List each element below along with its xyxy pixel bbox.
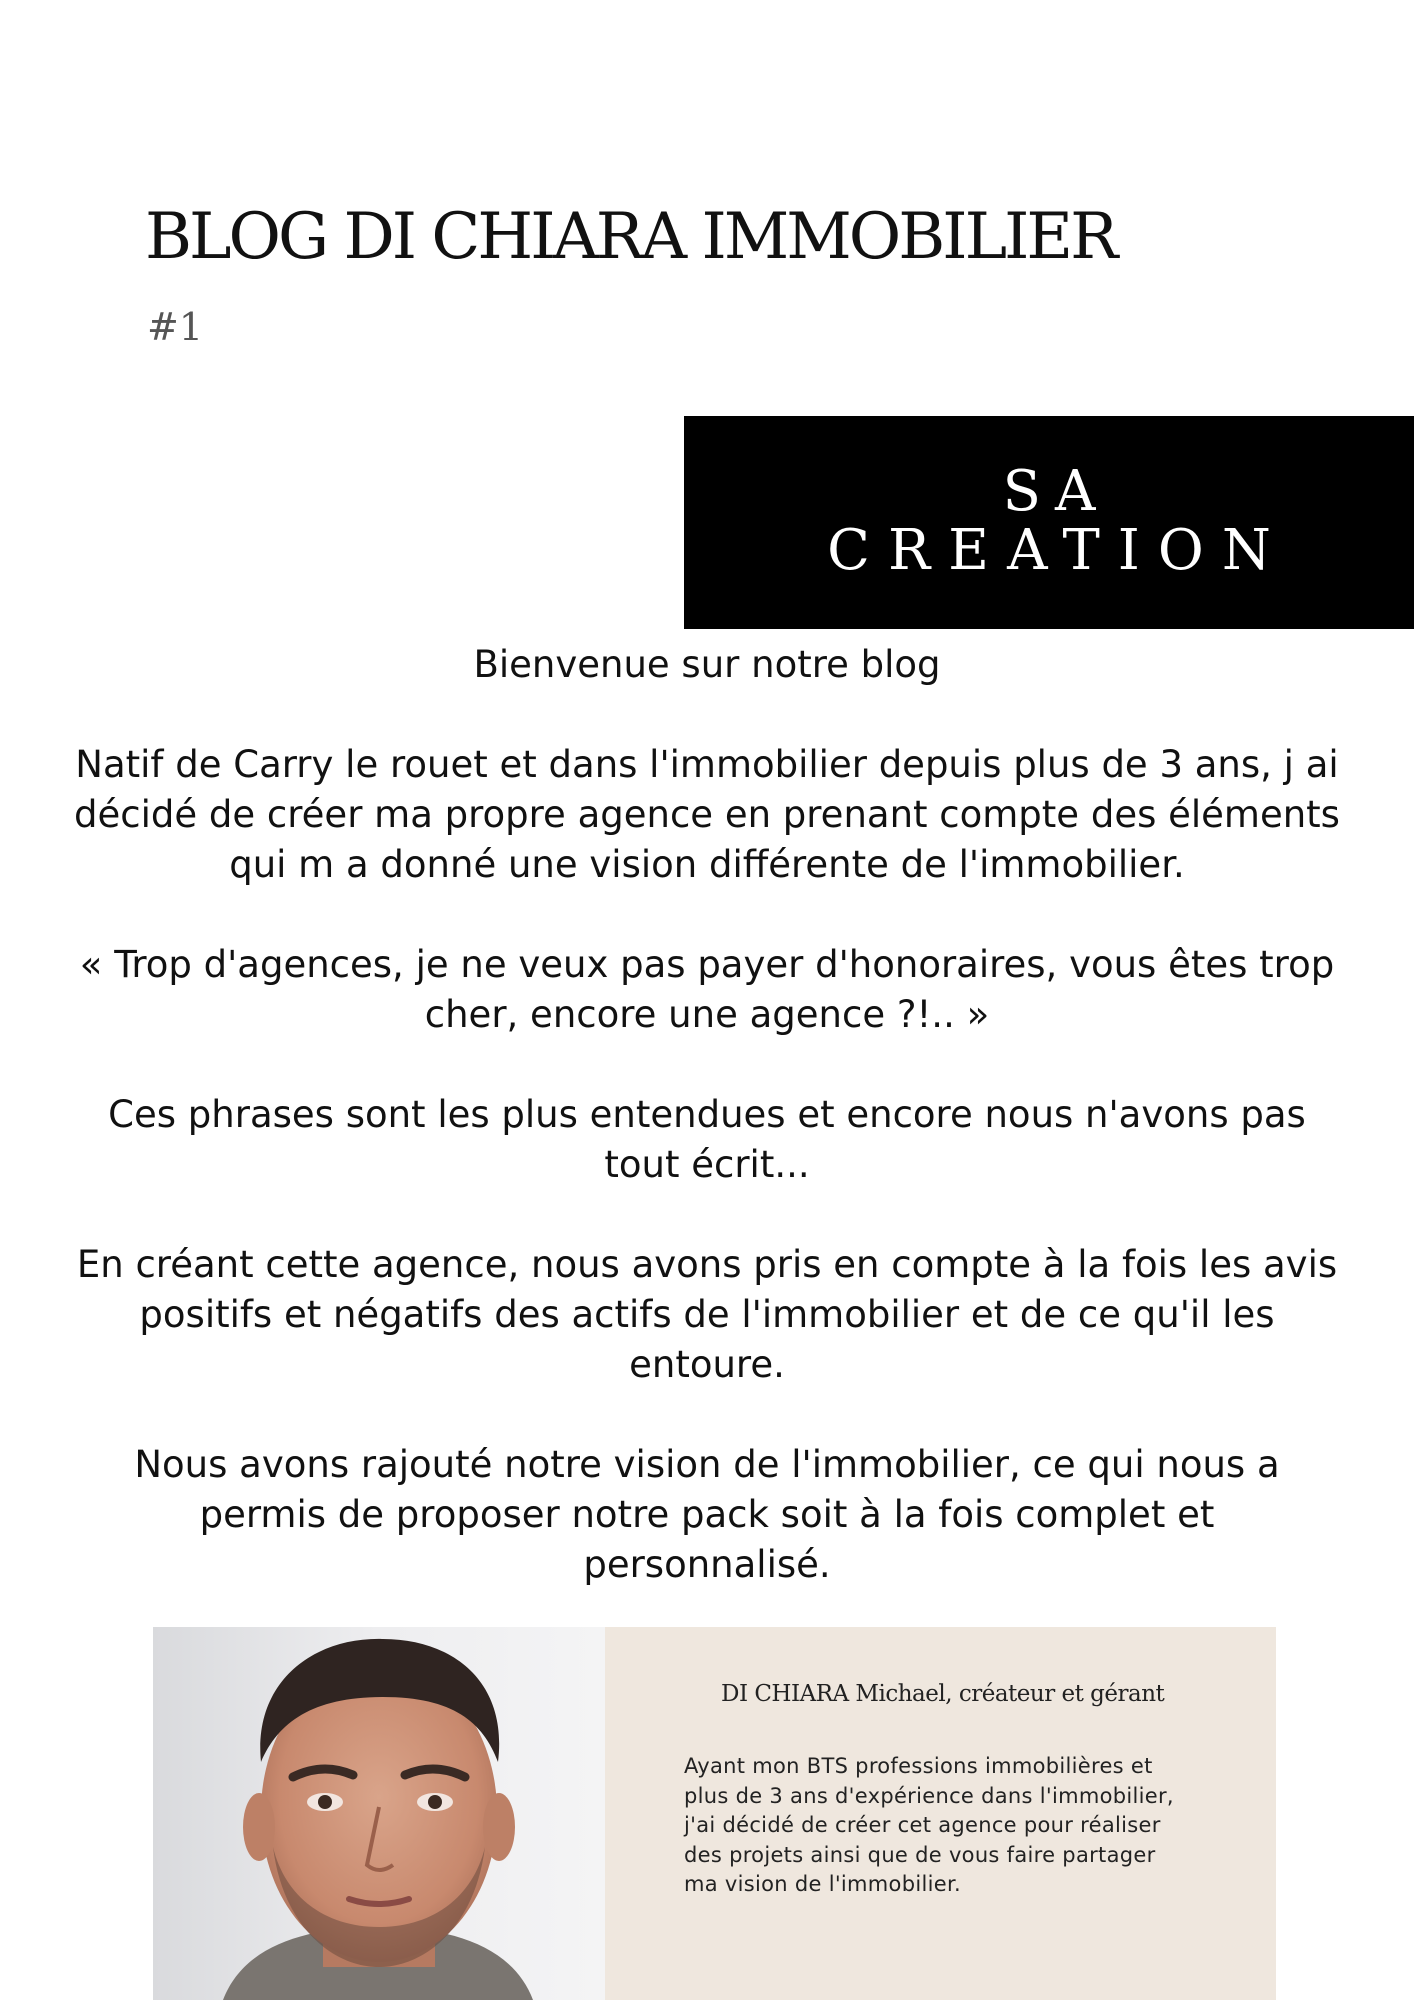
section-banner bbox=[684, 416, 1414, 629]
section-banner-line-2: CREATION bbox=[827, 518, 1289, 583]
section-banner-line-1: SA bbox=[1002, 459, 1110, 524]
page-title: BLOG DI CHIARA IMMOBILIER bbox=[145, 200, 1116, 274]
article-paragraph-creation: En créant cette agence, nous avons pris en compte à la fois les avis positifs et négatifs des actifs de l'immobilier et de ce qu'il les entoure. bbox=[76, 1243, 1338, 1386]
article-paragraph-origin: Natif de Carry le rouet et dans l'immobilier depuis plus de 3 ans, j ai décidé de créer ma propre agence en prenant compte des éléments qui m a donné une vision différente de l'immobilier. bbox=[74, 743, 1340, 886]
article-paragraph-welcome: Bienvenue sur notre blog bbox=[473, 643, 941, 686]
founder-bio-card bbox=[153, 1627, 1276, 2000]
issue-number: #1 bbox=[147, 305, 204, 349]
founder-description: Ayant mon BTS professions immobilières et plus de 3 ans d'expérience dans l'immobilier, j'ai décidé de créer cet agence pour réaliser des projets ainsi que de vous faire partager ma vision de l'immobilier. bbox=[684, 1754, 1174, 1896]
founder-portrait-photo bbox=[153, 1627, 605, 2000]
article-body bbox=[0, 640, 1414, 1590]
article-paragraph-phrases: Ces phrases sont les plus entendues et encore nous n'avons pas tout écrit... bbox=[108, 1093, 1306, 1186]
portrait-illustration bbox=[153, 1627, 605, 2000]
article-paragraph-vision: Nous avons rajouté notre vision de l'immobilier, ce qui nous a permis de proposer notre pack soit à la fois complet et personnalisé. bbox=[134, 1443, 1280, 1586]
article-paragraph-quote: « Trop d'agences, je ne veux pas payer d'honoraires, vous êtes trop cher, encore une agence ?!.. » bbox=[79, 943, 1335, 1036]
founder-name: DI CHIARA Michael, créateur et gérant bbox=[721, 1681, 1165, 1707]
